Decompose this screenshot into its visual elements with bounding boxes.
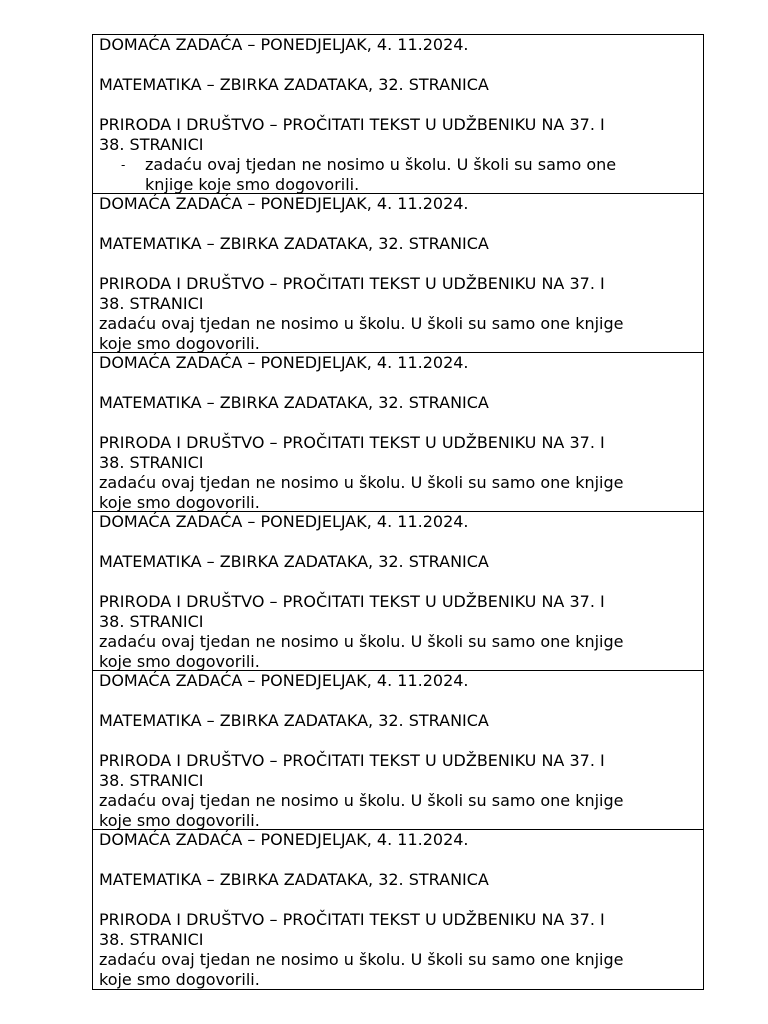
- math-assignment: MATEMATIKA – ZBIRKA ZADATAKA, 32. STRANICA: [99, 393, 489, 412]
- science-assignment-line-2: 38. STRANICI: [99, 453, 204, 472]
- note-line-2: koje smo dogovorili.: [99, 652, 260, 671]
- science-assignment-line-1: PRIRODA I DRUŠTVO – PROČITATI TEKST U UDŽBENIKU NA 37. I: [99, 910, 605, 929]
- math-assignment: MATEMATIKA – ZBIRKA ZADATAKA, 32. STRANICA: [99, 870, 489, 889]
- note-line-2: koje smo dogovorili.: [99, 970, 260, 989]
- note-line-1: zadaću ovaj tjedan ne nosimo u školu. U školi su samo one knjige: [99, 791, 624, 810]
- note-line-1: zadaću ovaj tjedan ne nosimo u školu. U školi su samo one knjige: [99, 473, 624, 492]
- homework-cell: [93, 353, 703, 512]
- science-assignment-line-2: 38. STRANICI: [99, 135, 204, 154]
- homework-cell: [93, 194, 703, 353]
- science-assignment-line-1: PRIRODA I DRUŠTVO – PROČITATI TEKST U UDŽBENIKU NA 37. I: [99, 751, 605, 770]
- homework-title: DOMAĆA ZADAĆA – PONEDJELJAK, 4. 11.2024.: [99, 353, 469, 372]
- science-assignment-line-1: PRIRODA I DRUŠTVO – PROČITATI TEKST U UDŽBENIKU NA 37. I: [99, 115, 605, 134]
- note-line-1: zadaću ovaj tjedan ne nosimo u školu. U školi su samo one knjige: [99, 632, 624, 651]
- bullet-dash: -: [121, 158, 126, 172]
- homework-title: DOMAĆA ZADAĆA – PONEDJELJAK, 4. 11.2024.: [99, 830, 469, 849]
- homework-title: DOMAĆA ZADAĆA – PONEDJELJAK, 4. 11.2024.: [99, 512, 469, 531]
- science-assignment-line-1: PRIRODA I DRUŠTVO – PROČITATI TEKST U UDŽBENIKU NA 37. I: [99, 433, 605, 452]
- math-assignment: MATEMATIKA – ZBIRKA ZADATAKA, 32. STRANICA: [99, 552, 489, 571]
- science-assignment-line-1: PRIRODA I DRUŠTVO – PROČITATI TEKST U UDŽBENIKU NA 37. I: [99, 274, 605, 293]
- note-line-2: koje smo dogovorili.: [99, 334, 260, 353]
- science-assignment-line-2: 38. STRANICI: [99, 612, 204, 631]
- science-assignment-line-2: 38. STRANICI: [99, 930, 204, 949]
- math-assignment: MATEMATIKA – ZBIRKA ZADATAKA, 32. STRANICA: [99, 711, 489, 730]
- homework-title: DOMAĆA ZADAĆA – PONEDJELJAK, 4. 11.2024.: [99, 671, 469, 690]
- science-assignment-line-1: PRIRODA I DRUŠTVO – PROČITATI TEKST U UDŽBENIKU NA 37. I: [99, 592, 605, 611]
- note-line-1: zadaću ovaj tjedan ne nosimo u školu. U školi su samo one knjige: [99, 314, 624, 333]
- homework-table: [92, 34, 704, 990]
- note-line-2: koje smo dogovorili.: [99, 493, 260, 512]
- note-line-2: knjige koje smo dogovorili.: [145, 175, 360, 194]
- note-line-2: koje smo dogovorili.: [99, 811, 260, 830]
- science-assignment-line-2: 38. STRANICI: [99, 771, 204, 790]
- math-assignment: MATEMATIKA – ZBIRKA ZADATAKA, 32. STRANICA: [99, 75, 489, 94]
- math-assignment: MATEMATIKA – ZBIRKA ZADATAKA, 32. STRANICA: [99, 234, 489, 253]
- homework-title: DOMAĆA ZADAĆA – PONEDJELJAK, 4. 11.2024.: [99, 194, 469, 213]
- homework-cell: [93, 671, 703, 830]
- science-assignment-line-2: 38. STRANICI: [99, 294, 204, 313]
- homework-cell: [93, 512, 703, 671]
- homework-cell: [93, 35, 703, 194]
- homework-cell: [93, 830, 703, 991]
- note-line-1: zadaću ovaj tjedan ne nosimo u školu. U školi su samo one: [145, 155, 617, 174]
- note-list: [99, 155, 695, 195]
- homework-title: DOMAĆA ZADAĆA – PONEDJELJAK, 4. 11.2024.: [99, 35, 469, 54]
- note-list-item: [121, 155, 695, 195]
- note-line-1: zadaću ovaj tjedan ne nosimo u školu. U školi su samo one knjige: [99, 950, 624, 969]
